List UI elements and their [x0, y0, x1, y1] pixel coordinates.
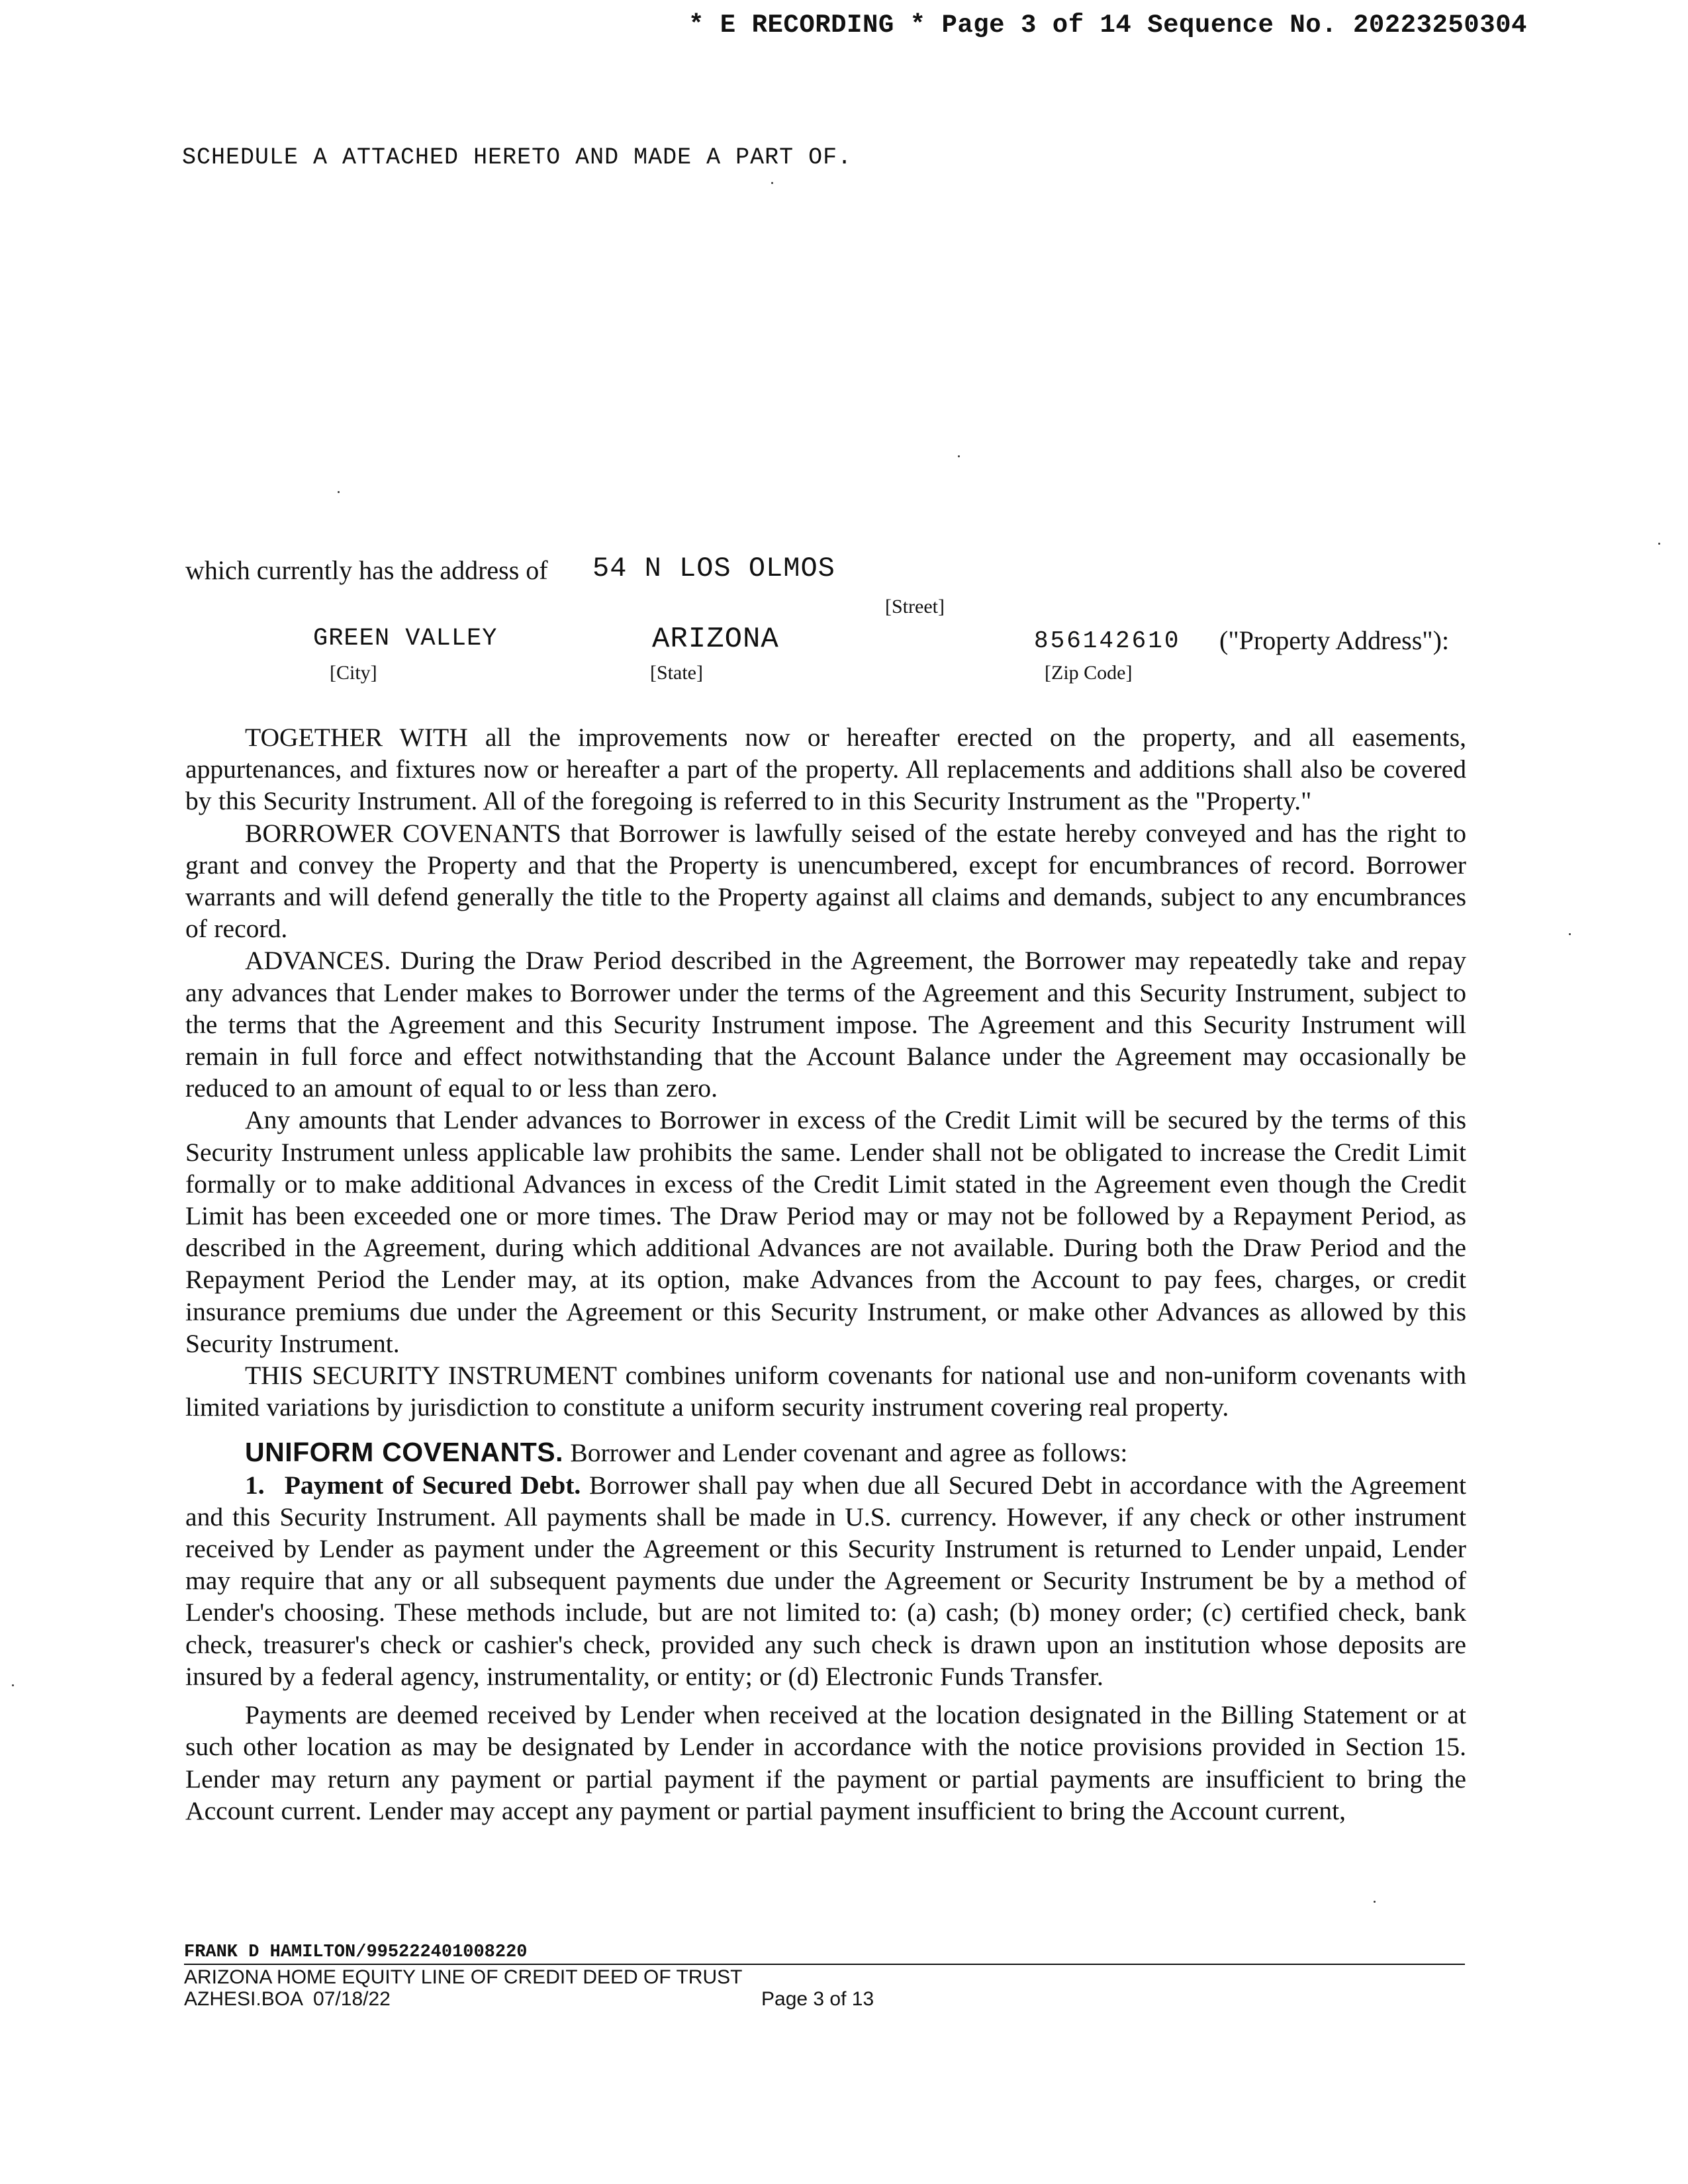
scan-speck [958, 455, 960, 457]
security-instrument-paragraph: THIS SECURITY INSTRUMENT combines uniform covenants for national use and non-uniform covenants with limited variations by jurisdiction to constitute a uniform security instrument covering real property. [185, 1361, 1466, 1422]
scan-speck [12, 1684, 14, 1686]
scan-speck [771, 182, 773, 184]
address-intro-text: which currently has the address of [185, 555, 548, 585]
scan-speck [1658, 543, 1660, 545]
payments-deemed-paragraph: Payments are deemed received by Lender when received at the location designated in the Billing Statement or at such other location as may be designated by Lender in accordance with the notice provisions provided in Section 15. Lender may return any payment or partial payment if the payment or partial payments are insufficient to bring the Account current. Lender may accept any payment or partial payment insufficient to bring the Account current, [185, 1700, 1466, 1825]
credit-limit-paragraph: Any amounts that Lender advances to Borrower in excess of the Credit Limit will be secured by the terms of this Security Instrument unless applicable law prohibits the same. Lender shall not be obligated to increase the Credit Limit formally or to make additional Advances in excess of the Credit Limit stated in the Agreement even though the Credit Limit has been exceeded one or more times. The Draw Period may or may not be followed by a Repayment Period, as described in the Agreement, during which additional Advances are not available. During both the Draw Period and the Repayment Period the Lender may, at its option, make Advances from the Account to pay fees, charges, or credit insurance premiums due under the Agreement or this Security Instrument, or make other Advances as allowed by this Security Instrument. [185, 1105, 1466, 1358]
recording-header: * E RECORDING * Page 3 of 14 Sequence No. 20223250304 [688, 11, 1527, 40]
page-footer [184, 1942, 1465, 2011]
city-field-label: [City] [330, 662, 377, 684]
street-field-label: [Street] [885, 596, 945, 617]
section-1-title: Payment of Secured Debt. [284, 1470, 581, 1500]
borrower-covenants-paragraph: BORROWER COVENANTS that Borrower is lawfully seised of the estate hereby conveyed and has the right to grant and convey the Property and that the Property is unencumbered, except for encumbrances of record. Borrower warrants and will defend generally the title to the Property against all claims and demands, subject to any encumbrances of record. [185, 818, 1466, 944]
state-field-label: [State] [650, 662, 703, 684]
uniform-covenants-paragraph [185, 1436, 1466, 1469]
address-city-value: GREEN VALLEY [313, 625, 498, 653]
section-1-number: 1. [245, 1470, 265, 1500]
footer-form-row [184, 1988, 1465, 2011]
footer-page-number: Page 3 of 13 [761, 1988, 874, 2010]
zip-field-label: [Zip Code] [1045, 662, 1133, 684]
deed-body-text [185, 721, 1466, 1827]
address-street-value: 54 N LOS OLMOS [592, 553, 835, 584]
uniform-covenants-heading: UNIFORM COVENANTS. [245, 1437, 563, 1468]
footer-borrower-loan-number: FRANK D HAMILTON/995222401008220 [184, 1942, 528, 1962]
schedule-a-line: SCHEDULE A ATTACHED HERETO AND MADE A PART OF. [182, 144, 853, 171]
scan-speck [1374, 1901, 1376, 1903]
property-address-label: ("Property Address"): [1219, 625, 1450, 655]
footer-form-title: ARIZONA HOME EQUITY LINE OF CREDIT DEED OF TRUST [184, 1966, 743, 1988]
footer-form-code: AZHESI.BOA 07/18/22 [184, 1988, 391, 2010]
address-state-value: ARIZONA [652, 623, 779, 656]
scan-speck [1569, 933, 1571, 935]
together-with-paragraph: TOGETHER WITH all the improvements now or hereafter erected on the property, and all easements, appurtenances, and fixtures now or hereafter a part of the property. All replacements and additions shall also be covered by this Security Instrument. All of the foregoing is referred to in this Security Instrument as the "Property." [185, 723, 1466, 816]
section-1-text: Borrower shall pay when due all Secured Debt in accordance with the Agreement and this Security Instrument. All payments shall be made in U.S. currency. However, if any check or other instrument received by Lender as payment under the Agreement or this Security Instrument is returned to Lender unpaid, Lender may require that any or all subsequent payments due under the Agreement or Security Instrument be by a method of Lender's choosing. These methods include, but are not limited to: (a) cash; (b) money order; (c) certified check, bank check, treasurer's check or cashier's check, provided any such check is drawn upon an institution whose deposits are insured by a federal agency, instrumentality, or entity; or (d) Electronic Funds Transfer. [185, 1470, 1466, 1691]
address-zip-value: 856142610 [1034, 627, 1181, 655]
advances-paragraph: ADVANCES. During the Draw Period described in the Agreement, the Borrower may repeatedly take and repay any advances that Lender makes to Borrower under the terms of the Agreement and this Security Instrument, subject to the terms that the Agreement and this Security Instrument impose. The Agreement and this Security Instrument will remain in full force and effect notwithstanding that the Account Balance under the Agreement may occasionally be reduced to an amount of equal to or less than zero. [185, 946, 1466, 1103]
uniform-covenants-intro: Borrower and Lender covenant and agree as follows: [563, 1438, 1128, 1468]
scan-speck [338, 491, 340, 493]
footer-divider [184, 1964, 1465, 1965]
section-1-paragraph [185, 1469, 1466, 1692]
